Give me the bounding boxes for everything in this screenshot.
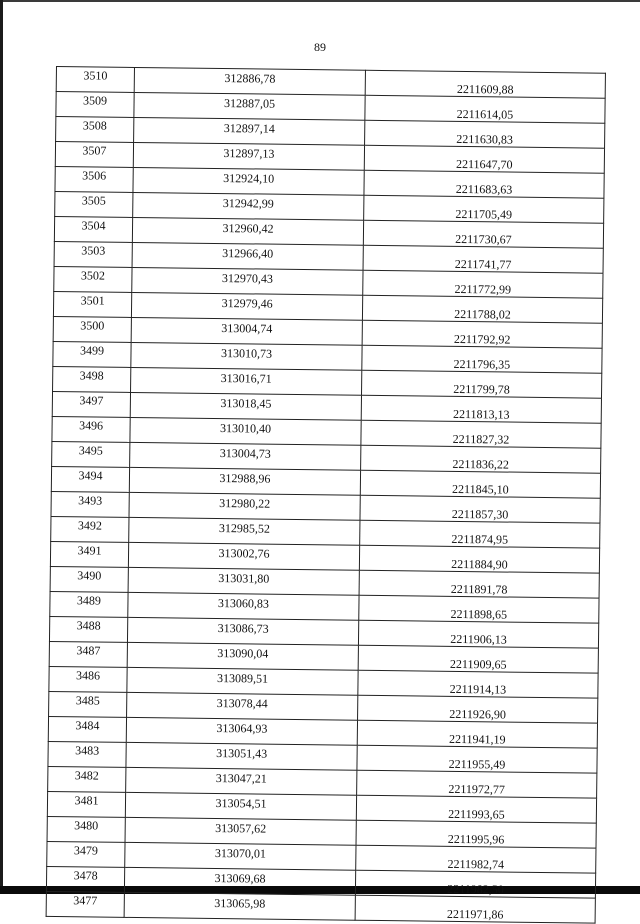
page-number: 89 (314, 40, 326, 54)
y-coordinate-cell: 2211792,92 (362, 320, 602, 348)
x-coordinate-cell: 313089,51 (127, 667, 358, 695)
point-number-cell: 3480 (47, 816, 125, 842)
coordinates-table (46, 66, 606, 924)
point-number-cell: 3478 (46, 866, 124, 892)
point-number-cell: 3490 (50, 566, 128, 592)
x-coordinate-cell: 313057,62 (125, 817, 356, 845)
point-number-cell: 3497 (52, 391, 130, 417)
x-coordinate-cell: 313090,04 (127, 642, 358, 670)
y-coordinate-cell: 2211993,65 (356, 795, 596, 823)
y-coordinate-cell: 2211799,78 (362, 370, 602, 398)
y-coordinate-cell: 2211845,10 (360, 470, 600, 498)
x-coordinate-cell: 312942,99 (133, 192, 364, 220)
table-row (46, 891, 595, 923)
y-coordinate-cell: 2211609,88 (365, 70, 605, 98)
y-coordinate-cell: 2211630,83 (365, 120, 605, 148)
x-coordinate-cell: 313016,71 (131, 367, 362, 395)
x-coordinate-cell: 313064,93 (126, 717, 357, 745)
x-coordinate-cell: 312897,13 (133, 142, 364, 170)
x-coordinate-cell: 312924,10 (133, 167, 364, 195)
x-coordinate-cell: 313086,73 (127, 617, 358, 645)
point-number-cell: 3502 (54, 266, 132, 292)
x-coordinate-cell: 313002,76 (128, 542, 359, 570)
y-coordinate-cell: 2211995,96 (356, 820, 596, 848)
point-number-cell: 3503 (54, 241, 132, 267)
x-coordinate-cell: 313078,44 (127, 692, 358, 720)
x-coordinate-cell: 313010,40 (130, 417, 361, 445)
point-number-cell: 3498 (53, 366, 131, 392)
x-coordinate-cell: 313051,43 (126, 742, 357, 770)
y-coordinate-cell: 2211683,63 (364, 170, 604, 198)
coordinates-table-body (46, 67, 605, 924)
point-number-cell: 3509 (56, 92, 134, 118)
y-coordinate-cell: 2211741,77 (363, 245, 603, 273)
y-coordinate-cell: 2211827,32 (361, 420, 601, 448)
x-coordinate-cell: 313004,73 (130, 442, 361, 470)
point-number-cell: 3483 (48, 741, 126, 767)
point-number-cell: 3493 (51, 491, 129, 517)
point-number-cell: 3500 (53, 316, 131, 342)
y-coordinate-cell: 2211898,65 (359, 595, 599, 623)
point-number-cell: 3481 (47, 791, 125, 817)
x-coordinate-cell: 313031,80 (128, 567, 359, 595)
point-number-cell: 3485 (49, 691, 127, 717)
y-coordinate-cell: 2211705,49 (364, 195, 604, 223)
x-coordinate-cell: 312979,46 (131, 292, 362, 320)
x-coordinate-cell: 312887,05 (134, 92, 365, 120)
point-number-cell: 3504 (54, 216, 132, 242)
point-number-cell: 3491 (50, 541, 128, 567)
y-coordinate-cell: 2211614,05 (365, 95, 605, 123)
x-coordinate-cell: 313070,01 (125, 842, 356, 870)
x-coordinate-cell: 313060,83 (128, 592, 359, 620)
y-coordinate-cell: 2211906,13 (358, 620, 598, 648)
y-coordinate-cell: 2211891,78 (359, 570, 599, 598)
y-coordinate-cell: 2211647,70 (364, 145, 604, 173)
y-coordinate-cell: 2211926,90 (358, 695, 598, 723)
point-number-cell: 3479 (47, 841, 125, 867)
scan-border-left (0, 0, 3, 894)
y-coordinate-cell: 2211909,65 (358, 645, 598, 673)
x-coordinate-cell: 313018,45 (130, 392, 361, 420)
y-coordinate-cell: 2211971,86 (355, 895, 595, 923)
x-coordinate-cell: 313054,51 (125, 792, 356, 820)
y-coordinate-cell: 2211941,19 (357, 720, 597, 748)
point-number-cell: 3506 (55, 166, 133, 192)
point-number-cell: 3482 (48, 766, 126, 792)
y-coordinate-cell: 2211772,99 (363, 270, 603, 298)
x-coordinate-cell: 313010,73 (131, 342, 362, 370)
y-coordinate-cell: 2211796,35 (362, 345, 602, 373)
point-number-cell: 3492 (51, 516, 129, 542)
point-number-cell: 3494 (51, 466, 129, 492)
point-number-cell: 3484 (48, 716, 126, 742)
point-number-cell: 3477 (46, 891, 124, 917)
y-coordinate-cell: 2211813,13 (361, 395, 601, 423)
x-coordinate-cell: 312960,42 (132, 217, 363, 245)
y-coordinate-cell: 2211857,30 (360, 495, 600, 523)
y-coordinate-cell: 2211730,67 (363, 220, 603, 248)
point-number-cell: 3496 (52, 416, 130, 442)
y-coordinate-cell: 2211982,50 (355, 870, 595, 898)
point-number-cell: 3510 (56, 67, 134, 93)
x-coordinate-cell: 312980,22 (129, 492, 360, 520)
x-coordinate-cell: 312897,14 (134, 117, 365, 145)
x-coordinate-cell: 312966,40 (132, 242, 363, 270)
point-number-cell: 3507 (55, 142, 133, 168)
x-coordinate-cell: 312886,78 (134, 67, 365, 95)
x-coordinate-cell: 313065,98 (124, 892, 355, 920)
point-number-cell: 3505 (55, 191, 133, 217)
x-coordinate-cell: 313047,21 (126, 767, 357, 795)
y-coordinate-cell: 2211955,49 (357, 745, 597, 773)
x-coordinate-cell: 313069,68 (124, 867, 355, 895)
point-number-cell: 3487 (49, 641, 127, 667)
x-coordinate-cell: 313004,74 (131, 317, 362, 345)
y-coordinate-cell: 2211972,77 (357, 770, 597, 798)
x-coordinate-cell: 312985,52 (129, 517, 360, 545)
y-coordinate-cell: 2211884,90 (359, 545, 599, 573)
scan-border-top (0, 0, 640, 2)
point-number-cell: 3489 (50, 591, 128, 617)
point-number-cell: 3499 (53, 341, 131, 367)
x-coordinate-cell: 312988,96 (129, 467, 360, 495)
y-coordinate-cell: 2211836,22 (361, 445, 601, 473)
point-number-cell: 3486 (49, 666, 127, 692)
point-number-cell: 3508 (56, 117, 134, 143)
y-coordinate-cell: 2211982,74 (356, 845, 596, 873)
x-coordinate-cell: 312970,43 (132, 267, 363, 295)
y-coordinate-cell: 2211914,13 (358, 670, 598, 698)
point-number-cell: 3495 (52, 441, 130, 467)
y-coordinate-cell: 2211874,95 (360, 520, 600, 548)
point-number-cell: 3488 (49, 616, 127, 642)
y-coordinate-cell: 2211788,02 (362, 295, 602, 323)
point-number-cell: 3501 (53, 291, 131, 317)
